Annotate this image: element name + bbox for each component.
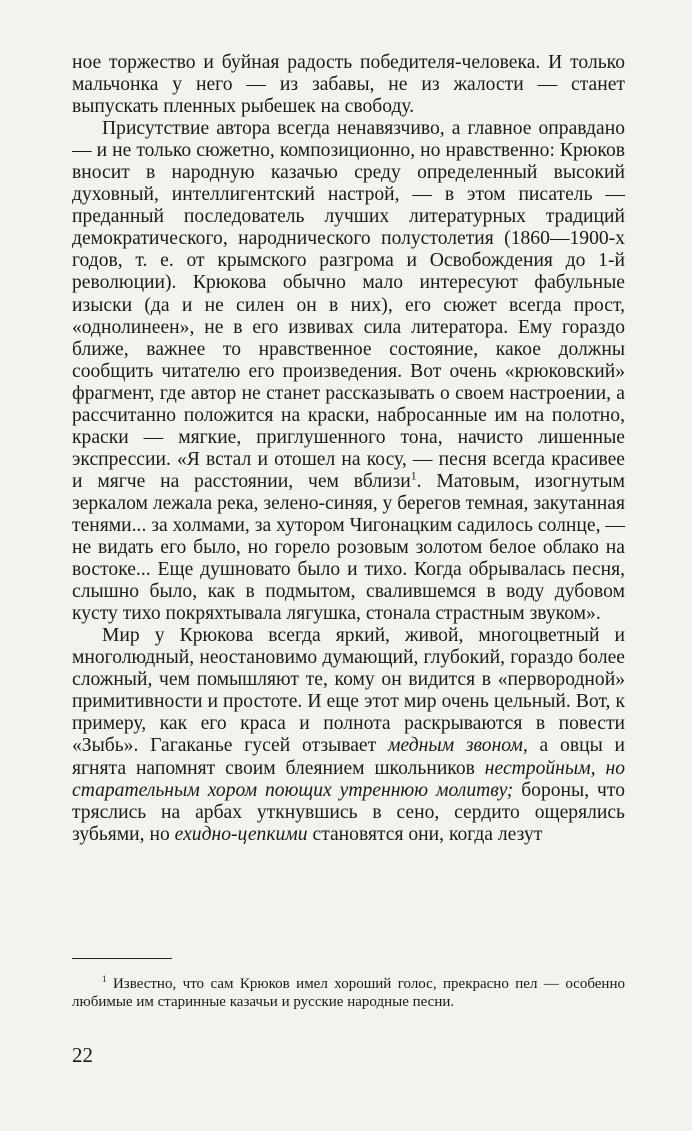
text-segment: . Матовым, изогнутым зеркалом лежала река, зелено-синяя, у берегов темная, закутанная тенями... за холмами, за хутором Чигонацким садилось солнце, — не видать его было, но горело розовым золотом белое облако на востоке... Еще душновато было и тихо. Когда обрывалась песня, слышно было, как в подмытом, свалившемся в воду дубовом кусту тихо покряхтывала лягушка, стонала страстным звуком».: [72, 470, 625, 625]
italic-text: ехидно-цепкими: [174, 823, 308, 845]
text-segment: Мир у Крюкова всегда яркий, живой, многоцветный и многолюдный, неостановимо думающий, глубокий, гораздо более сложный, чем помышляют те, кому он видится в «первородной» примитивности и простоте. И еще этот мир очень цельный. Вот, к примеру, как его краса и полнота раскрываются в повести «Зыбь». Гагаканье гусей отзывает: [72, 625, 625, 757]
footnote-marker: 1: [102, 974, 107, 984]
italic-text: нестройным, но старательным хором поющих утреннюю молитву;: [72, 757, 625, 801]
main-text: [72, 52, 625, 846]
text-segment: а овцы и ягнята напомнят своим блеянием школьников: [72, 735, 626, 779]
text-segment: бороны, что тряслись на арбах уткнувшись в сено, сердито ощерялись зубьями, но: [72, 779, 625, 845]
footnote-separator: [72, 958, 172, 959]
paragraph: [72, 52, 625, 118]
text-segment: становятся они, когда лезут: [307, 823, 543, 845]
text-segment: ное торжество и буйная радость победителя-человека. И только мальчонка у него — из забавы, не из жалости — станет выпускать пленных рыбешек на свободу.: [72, 52, 625, 118]
footnote-reference: 1: [410, 469, 417, 483]
text-segment: Присутствие автора всегда ненавязчиво, а главное оправдано — и не только сюжетно, композиционно, но нравственно: Крюков вносит в народную казачью среду определенный высокий духовный, интеллигентский настрой, — в этом писатель — преданный последователь лучших литературных традиций демократического, народнического полустолетия (1860—1900-х годов, т. е. от крымского разгрома и Освобождения до 1-й революции). Крюкова обычно мало интересуют фабульные изыски (да и не силен он в них), его сюжет всегда прост, «однолинеен», не в его извивах сила литератора. Ему гораздо ближе, важнее то нравственное состояние, какое должны сообщить читателю его произведения. Вот очень «крюковский» фрагмент, где автор не станет рассказывать о своем настроении, а рассчитанно положится на краски, набросанные им на полотно, краски — мягкие, приглушенного тона, начисто лишенные экспрессии. «Я встал и отошел на косу, — песня всегда красивее и мягче на расстоянии, чем вблизи: [72, 118, 625, 492]
footnote-text: Известно, что сам Крюков имел хороший голос, прекрасно пел — особенно любимые им старинные казачьи и русские народные песни.: [72, 976, 625, 1010]
italic-text: медным звоном,: [387, 735, 528, 757]
footnote: [72, 975, 625, 1011]
paragraph: [72, 625, 625, 845]
page-number: 22: [72, 1043, 93, 1067]
paragraph: [72, 118, 625, 625]
